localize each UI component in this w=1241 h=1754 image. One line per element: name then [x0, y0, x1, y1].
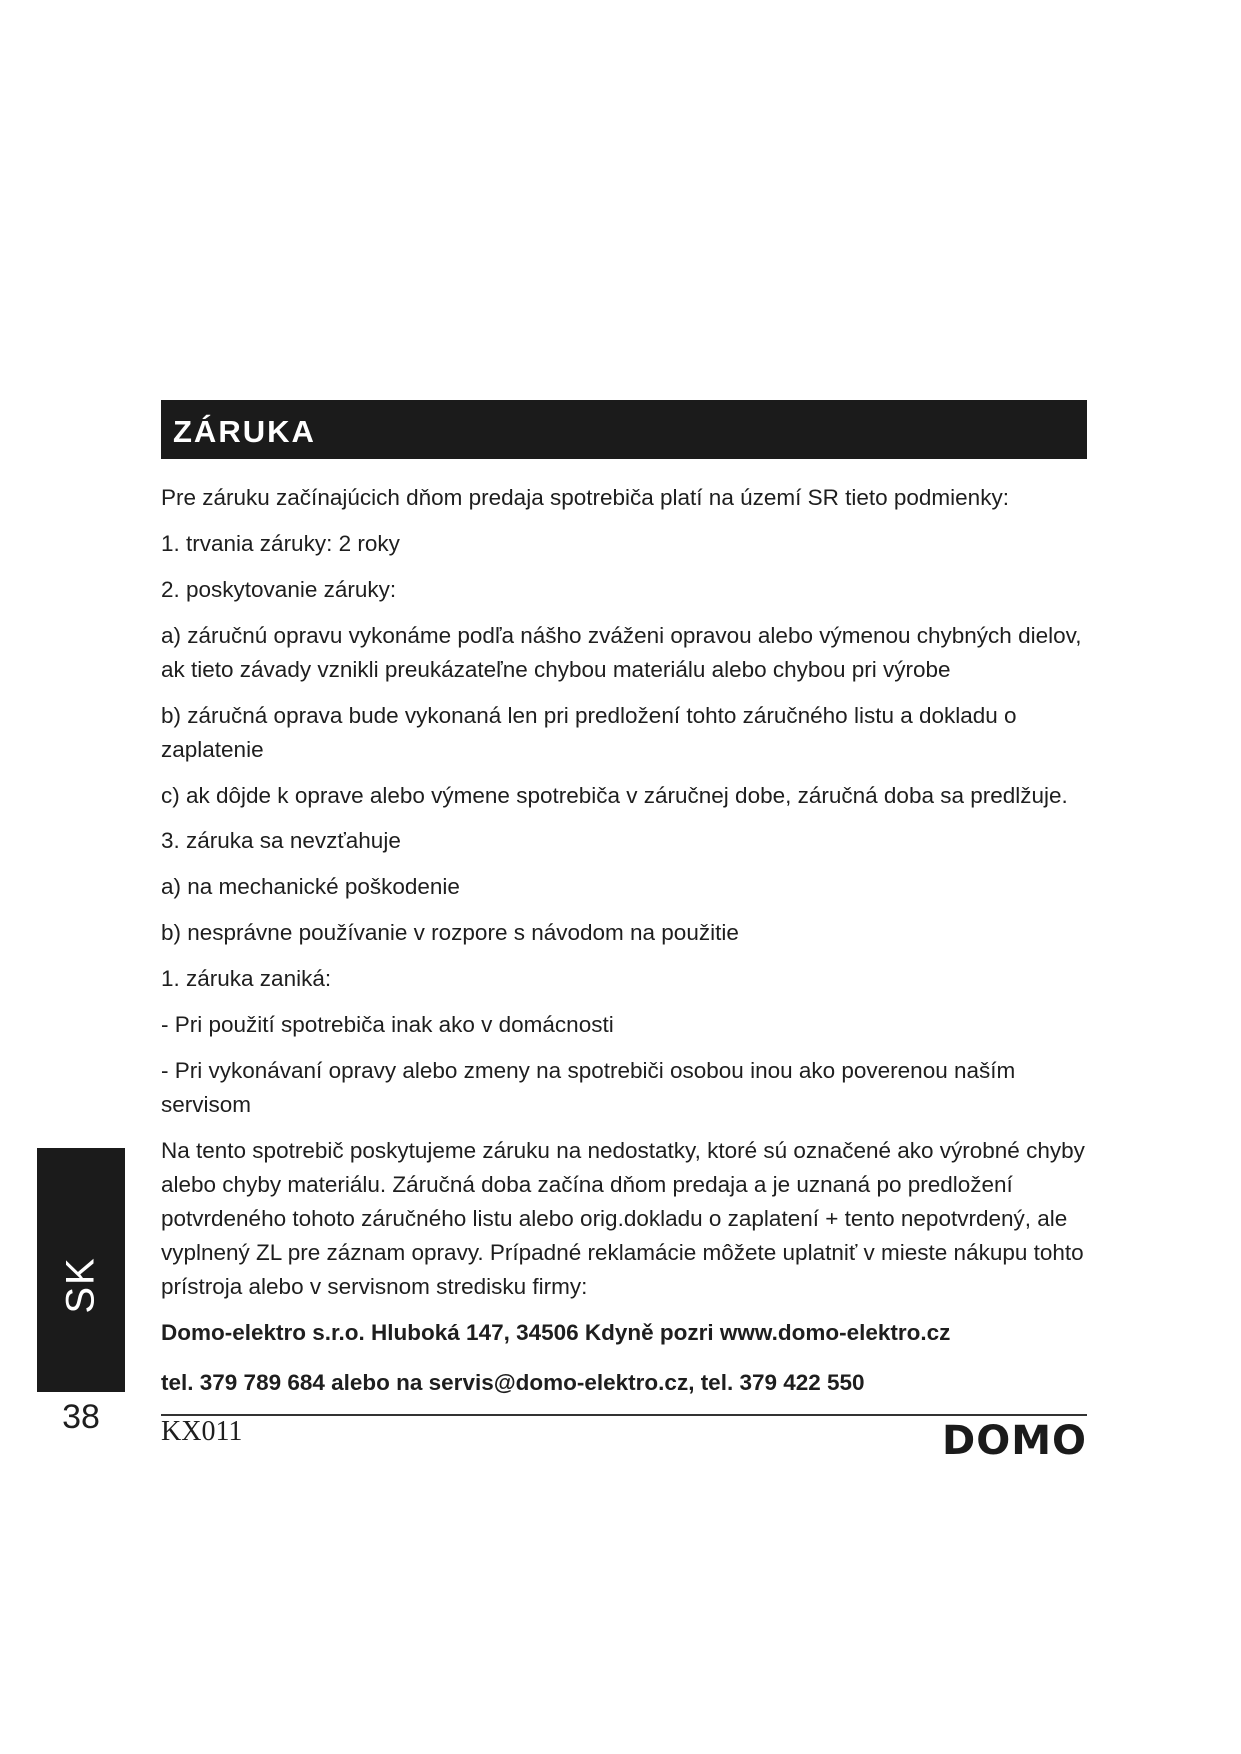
brand-logo: DOMO — [941, 1418, 1087, 1464]
list-item: a) na mechanické poškodenie — [161, 874, 460, 899]
list-item: b) nesprávne používanie v rozpore s návodom na použitie — [161, 920, 739, 945]
list-item: 1. záruka zaniká: — [161, 966, 332, 991]
contact-address: Domo-elektro s.r.o. Hluboká 147, 34506 Kdyně pozri www.domo-elektro.cz — [161, 1320, 951, 1345]
intro-paragraph: Pre záruku začínajúcich dňom predaja spotrebiča platí na území SR tieto podmienky: — [161, 485, 1009, 510]
page-number: 38 — [62, 1398, 100, 1436]
contact-phones: tel. 379 789 684 alebo na servis@domo-elektro.cz, tel. 379 422 550 — [161, 1370, 865, 1395]
language-label: SK — [58, 1255, 103, 1314]
section-header-bar — [161, 400, 1087, 459]
closing-paragraph: Na tento spotrebič poskytujeme záruku na nedostatky, ktoré sú označené ako výrobné chyby alebo chyby materiálu. Záručná doba začína dňom predaja a je uznaná po predložení potvrdeného tohoto záručného listu alebo orig.dokladu o zaplatení + tento nepotvrdený, ale vyplnený ZL pre záznam opravy. Prípadné reklamácie môžete uplatniť v mieste nákupu tohto prístroja alebo v servisnom stredisku firmy: — [161, 1138, 1085, 1299]
list-item: a) záručnú opravu vykonáme podľa nášho zváženi opravou alebo výmenou chybných dielov, ak tieto závady vznikli preukázateľne chybou materiálu alebo chybou pri výrobe — [161, 623, 1082, 682]
footer-divider — [161, 1414, 1087, 1416]
list-item: - Pri použití spotrebiča inak ako v domácnosti — [161, 1012, 614, 1037]
model-number: KX011 — [161, 1416, 243, 1447]
list-item: 3. záruka sa nevzťahuje — [161, 828, 401, 853]
list-item: - Pri vykonávaní opravy alebo zmeny na spotrebiči osobou inou ako poverenou naším servisom — [161, 1058, 1016, 1117]
list-item: b) záručná oprava bude vykonaná len pri predložení tohto záručného listu a dokladu o zaplatenie — [161, 703, 1017, 762]
warranty-text — [161, 481, 1101, 1400]
list-item: c) ak dôjde k oprave alebo výmene spotrebiča v záručnej dobe, záručná doba sa predlžuje. — [161, 783, 1068, 808]
list-item: 1. trvania záruky: 2 roky — [161, 531, 400, 556]
list-item: 2. poskytovanie záruky: — [161, 577, 397, 602]
section-title: ZÁRUKA — [173, 413, 316, 449]
language-tab — [37, 1148, 125, 1392]
